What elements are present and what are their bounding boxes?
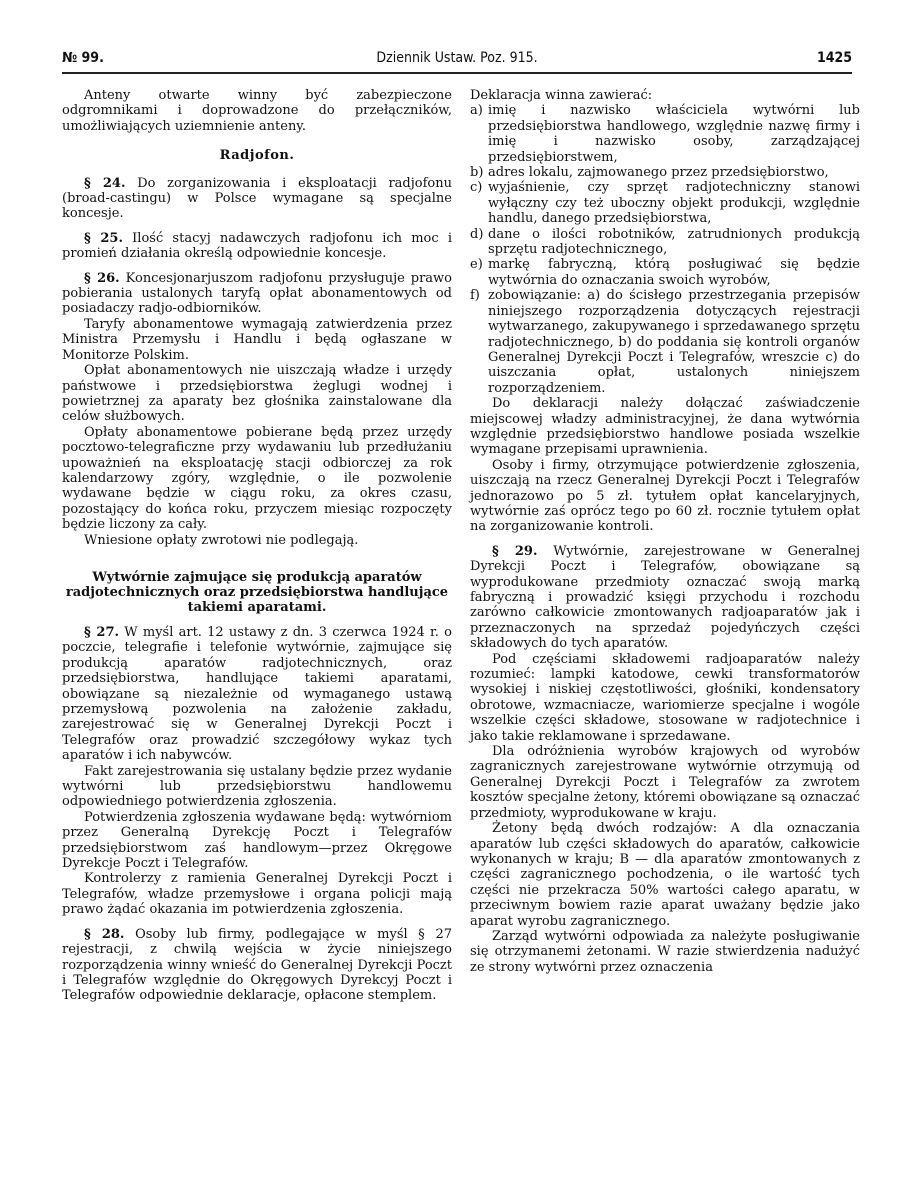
paragraph-do-deklaracji: Do deklaracji należy dołączać zaświadczenie miejscowej władzy administracyjnej, że dana wytwórnia względnie przedsiębiorstwo handlowe posiada wszelkie wymagane przepisami uprawnienia. — [470, 396, 860, 458]
journal-title: Dziennik Ustaw. Poz. 915. — [376, 50, 538, 66]
list-item-label: e) — [470, 257, 483, 273]
paragraph-potwierdzenia: Potwierdzenia zgłoszenia wydawane będą: wytwórniom przez Generalną Dyrekcję Poczt i Telegrafów przedsiębiorstwom zaś handlowym—przez Okręgowe Dyrekcje Poczt i Telegrafów. — [62, 809, 452, 872]
list-item — [470, 165, 860, 180]
list-item-label: a) — [470, 103, 483, 119]
list-item — [470, 103, 860, 165]
paragraph-wniesione: Wniesione opłaty zwrotowi nie podlegają. — [84, 532, 359, 548]
section-25 — [62, 231, 452, 262]
paragraph-oplat: Opłat abonamentowych nie uiszczają władze i urzędy państwowe i przedsiębiorstwa żeglugi wodnej i powietrznej za aparaty bez głośnika zainstalowane dla celów służbowych. — [62, 363, 452, 425]
list-item-label: c) — [470, 180, 483, 196]
paragraph-taryfy: Taryfy abonamentowe wymagają zatwierdzenia przez Ministra Przemysłu i Handlu i będą ogłaszane w Monitorze Polskim. — [62, 316, 452, 363]
list-item-text: markę fabryczną, którą posługiwać się będzie wytwórnia do oznaczania swoich wyrobów, — [488, 257, 860, 288]
list-item — [470, 288, 860, 396]
list-item — [470, 257, 860, 288]
section-27-text: W myśl art. 12 ustawy z dn. 3 czerwca 1924 r. o poczcie, telegrafie i telefonie wytwórnie, zajmujące się produkcją aparatów radjotechnicznych, oraz przedsiębiorstwa, handlujące takiemi aparatami, obowiązane są niezależnie od wymaganego ustawą przemysłową pozwolenia na założenie zakładu, zarejestrować się w Generalnej Dyrekcji Poczt i Telegrafów oraz prowadzić szczegółowy wykaz tych aparatów i ich nabywców. — [62, 624, 452, 764]
list-item — [470, 180, 860, 226]
section-28 — [62, 927, 452, 1004]
manufacturers-heading: Wytwórnie zajmujące się produkcją aparatów radjotechnicznych oraz przedsiębiorstwa handlujące takiemi aparatami. — [65, 569, 449, 615]
list-item-text: imię i nazwisko właściciela wytwórni lub przedsiębiorstwa handlowego, względnie nazwę firmy i imię i nazwisko osoby, zarządzającej przedsiębiorstwem, — [488, 103, 860, 165]
declaration-intro: Deklaracja winna zawierać: — [470, 88, 653, 103]
paragraph-zarzad: Zarząd wytwórni odpowiada za należyte posługiwanie się otrzymanemi żetonami. W razie stwierdzenia nadużyć ze strony wytwórni przez oznaczenia — [470, 928, 860, 975]
section-29-number: § 29. — [492, 543, 538, 559]
page-number: 1425 — [816, 50, 852, 66]
section-24 — [62, 176, 452, 222]
paragraph-kontrolerzy: Kontrolerzy z ramienia Generalnej Dyrekcji Poczt i Telegrafów, władze przemysłowe i organa policji mają prawo żądać okazania im potwierdzenia zgłoszenia. — [62, 871, 452, 918]
list-item-label: d) — [470, 226, 484, 242]
paragraph-osoby: Osoby i firmy, otrzymujące potwierdzenie zgłoszenia, uiszczają na rzecz Generalnej Dyrekcji Poczt i Telegrafów jednorazowo po 5 zł. tytułem opłat kancelaryjnych, wytwórnie zaś oprócz tego po 60 zł. rocznie tytułem opłat na zorganizowanie kontroli. — [470, 457, 860, 535]
list-item-text: dane o ilości robotników, zatrudnionych produkcją sprzętu radjotechnicznego, — [488, 226, 860, 258]
issue-number: № 99. — [62, 50, 104, 66]
right-column — [470, 88, 860, 975]
section-25-text: Ilość stacyj nadawczych radjofonu ich moc i promień działania określą odpowiednie koncesje. — [62, 230, 452, 262]
paragraph-dla-odroznienia: Dla odróżnienia wyrobów krajowych od wyrobów zagranicznych zarejestrowane wytwórnie otrzymują od Generalnej Dyrekcji Poczt i Telegrafów za zwrotem kosztów specjalne żetony, któremi obowiązane są oznaczać przedmioty, wyprodukowane w kraju. — [470, 744, 860, 821]
header-rule — [62, 72, 852, 74]
paragraph-oplaty: Opłaty abonamentowe pobierane będą przez urzędy pocztowo-telegraficzne przy wydawaniu lub przedłużaniu upoważnień na eksploatację stacji odbiorczej za rok kalendarzowy zgóry, względnie, o ile pozwolenie wydawane będzie w ciągu roku, za okres czasu, pozostający do końca roku, przyczem miesiąc rozpoczęty będzie liczony za cały. — [62, 424, 452, 533]
list-item-text: wyjaśnienie, czy sprzęt radjotechniczny stanowi wyłączny czy też uboczny objekt produkcji, względnie handlu, danego przedsiębiorstwa, — [488, 180, 860, 227]
list-item-label: f) — [470, 288, 480, 304]
section-27 — [62, 625, 452, 764]
section-29-text: Wytwórnie, zarejestrowane w Generalnej Dyrekcji Poczt i Telegrafów, obowiązane są wyprodukowane przedmioty oznaczać swoją marką fabryczną i prowadzić księgi przychodu i rozchodu zarówno całkowicie zmontowanych radjoaparatów jak i przeznaczonych na sprzedaż pojedyńczych części składowych do tych aparatów. — [470, 543, 860, 652]
page-header — [62, 50, 852, 72]
list-item-label: b) — [470, 165, 484, 181]
section-28-number: § 28. — [84, 926, 125, 942]
section-24-text: Do zorganizowania i eksploatacji radjofonu (broad-castingu) w Polsce wymagane są specjalne koncesje. — [62, 175, 452, 222]
paragraph-fakt: Fakt zarejestrowania się ustalany będzie przez wydanie wytwórni lub przedsiębiorstwu handlowemu odpowiedniego potwierdzenia zgłoszenia. — [62, 763, 452, 810]
section-27-number: § 27. — [84, 624, 120, 640]
section-29 — [470, 544, 860, 652]
section-26 — [62, 271, 452, 317]
section-25-number: § 25. — [84, 230, 123, 246]
list-item-text: zobowiązanie: a) do ścisłego przestrzegania przepisów niniejszego rozporządzenia dotyczących rejestracji wytwarzanego, zakupywanego i sprzedawanego sprzętu radjotechnicznego, b) do poddania się kontroli organów Generalnej Dyrekcji Poczt i Telegrafów, wreszcie c) do uiszczania opłat, ustalonych niniejszem rozporządzeniem. — [488, 288, 860, 396]
paragraph-zetony: Żetony będą dwóch rodzajów: A dla oznaczania aparatów lub części składowych do aparatów, całkowicie wykonanych w kraju; B — dla aparatów zmontowanych z części zagranicznego pochodzenia, o ile wartość tych części nie przekracza 50% wartości całego aparatu, w przeciwnym bowiem razie aparat uważany będzie jako aparat wyrobu zagranicznego. — [470, 821, 860, 929]
section-24-number: § 24. — [84, 175, 126, 191]
list-item-text: adres lokalu, zajmowanego przez przedsiębiorstwo, — [488, 165, 829, 181]
section-26-text: Koncesjonarjuszom radjofonu przysługuje prawo pobierania ustalonych taryfą opłat abonamentowych od posiadaczy radjo-odbiorników. — [62, 270, 452, 317]
list-item — [470, 227, 860, 258]
section-28-text: Osoby lub firmy, podlegające w myśl § 27 rejestracji, z chwilą wejścia w życie niniejszego rozporządzenia winny wnieść do Generalnej Dyrekcji Poczt i Telegrafów względnie do Okręgowych Dyrekcyj Poczt i Telegrafów odpowiednie deklaracje, opłacone stemplem. — [62, 926, 452, 1004]
left-column — [62, 88, 452, 1004]
paragraph-antenna: Anteny otwarte winny być zabezpieczone odgromnikami i doprowadzone do przełączników, umożliwiających uziemnienie anteny. — [62, 88, 452, 134]
section-26-number: § 26. — [84, 270, 120, 286]
radiofon-heading: Radjofon. — [219, 148, 295, 164]
paragraph-pod-czesciami: Pod częściami składowemi radjoaparatów należy rozumieć: lampki katodowe, cewki transformatorów wysokiej i niskiej częstotliwości, głośniki, kondensatory obrotowe, wzmacniacze, wariomierze specjalne i wogóle wszelkie części składowe, stosowane w radjotechnice i jako takie reklamowane i sprzedawane. — [470, 651, 860, 744]
